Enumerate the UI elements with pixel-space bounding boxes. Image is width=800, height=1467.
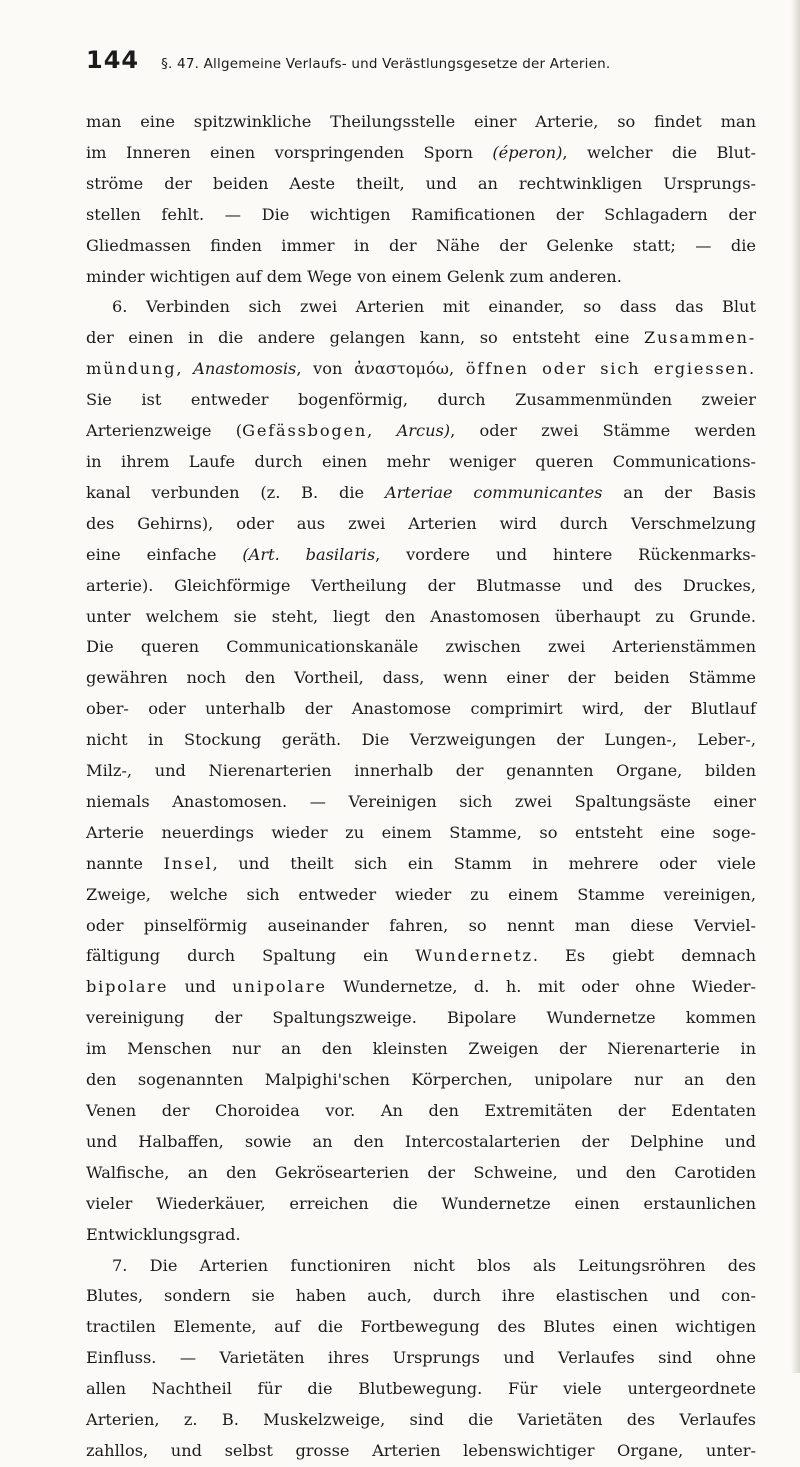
text-segment: minder wichtigen auf dem Wege von einem Gelenk zum anderen. bbox=[86, 266, 622, 286]
text-line bbox=[86, 1065, 756, 1096]
text-line bbox=[86, 169, 756, 200]
text-line bbox=[86, 1003, 756, 1034]
text-segment: den sogenannten Malpighi'schen Körperchen, unipolare nur an den bbox=[86, 1070, 756, 1090]
text-line bbox=[86, 1312, 756, 1343]
text-segment: fältigung durch Spaltung ein bbox=[86, 946, 416, 966]
text-segment: und bbox=[168, 977, 233, 997]
text-segment: gewähren noch den Vortheil, dass, wenn einer der beiden Stämme bbox=[86, 668, 756, 688]
text-segment: , bbox=[176, 359, 194, 379]
running-head: §. 47. Allgemeine Verlaufs- und Verästlungsgesetze der Arterien. bbox=[161, 56, 611, 72]
text-segment: ströme der beiden Aeste theilt, und an rechtwinkligen Ursprungs- bbox=[86, 173, 756, 193]
text-line bbox=[86, 632, 756, 663]
text-segment: und Halbaffen, sowie an den Intercostalarterien der Delphine und bbox=[86, 1131, 756, 1151]
spaced-term: Zusammen- bbox=[643, 328, 756, 348]
text-line bbox=[86, 1034, 756, 1065]
text-line bbox=[86, 1251, 756, 1282]
text-line bbox=[86, 1096, 756, 1127]
text-segment: Zweige, welche sich entweder wieder zu einem Stamme vereinigen, bbox=[86, 884, 756, 904]
text-line bbox=[86, 1281, 756, 1312]
text-segment: tractilen Elemente, auf die Fortbewegung des Blutes einen wichtigen bbox=[86, 1317, 756, 1337]
italic-term: Arcus) bbox=[396, 421, 451, 441]
text-line bbox=[86, 602, 756, 633]
text-segment: allen Nachtheil für die Blutbewegung. Für viele untergeordnete bbox=[86, 1379, 756, 1399]
text-line bbox=[86, 447, 756, 478]
text-segment: Die queren Communicationskanäle zwischen zwei Arterienstämmen bbox=[86, 637, 756, 657]
text-line bbox=[86, 262, 756, 293]
text-line bbox=[86, 1220, 756, 1251]
text-line bbox=[86, 756, 756, 787]
text-line bbox=[86, 880, 756, 911]
text-line bbox=[86, 354, 756, 385]
page-number: 144 bbox=[86, 46, 140, 74]
text-line bbox=[86, 694, 756, 725]
page-edge-shadow bbox=[791, 0, 800, 1373]
text-line bbox=[86, 1405, 756, 1436]
text-line bbox=[86, 385, 756, 416]
spaced-term: öffnen oder sich ergiessen. bbox=[465, 359, 756, 379]
text-segment: zahllos, und selbst grosse Arterien lebenswichtiger Organe, unter- bbox=[86, 1440, 756, 1460]
text-line bbox=[86, 818, 756, 849]
text-line bbox=[86, 323, 756, 354]
spaced-term: Wundernetz bbox=[415, 946, 533, 966]
text-line bbox=[86, 1374, 756, 1405]
text-segment: , welcher die Blut- bbox=[562, 142, 756, 162]
text-line bbox=[86, 200, 756, 231]
italic-term: (Art. basilaris bbox=[242, 544, 376, 564]
text-line bbox=[86, 911, 756, 942]
text-segment: im Menschen nur an den kleinsten Zweigen der Nierenarterie in bbox=[86, 1039, 756, 1059]
text-segment: niemals Anastomosen. — Vereinigen sich zwei Spaltungsäste einer bbox=[86, 791, 756, 811]
text-segment: vereinigung der Spaltungszweige. Bipolare Wundernetze kommen bbox=[86, 1008, 756, 1028]
text-segment: kanal verbunden (z. B. die bbox=[86, 482, 385, 502]
text-segment: der einen in die andere gelangen kann, so entsteht eine bbox=[86, 328, 644, 348]
text-line bbox=[86, 849, 756, 880]
text-line bbox=[86, 416, 756, 447]
text-line bbox=[86, 663, 756, 694]
spaced-term: unipolare bbox=[232, 977, 327, 997]
text-segment: unter welchem sie steht, liegt den Anastomosen überhaupt zu Grunde. bbox=[86, 606, 756, 626]
text-line bbox=[86, 509, 756, 540]
text-segment: , bbox=[367, 421, 397, 441]
spaced-term: mündung bbox=[86, 359, 177, 379]
text-line bbox=[86, 725, 756, 756]
text-segment: arterie). Gleichförmige Vertheilung der Blutmasse und des Druckes, bbox=[86, 575, 756, 595]
text-segment: nicht in Stockung geräth. Die Verzweigungen der Lungen-, Leber-, bbox=[86, 730, 756, 750]
text-segment: , oder zwei Stämme werden bbox=[450, 421, 756, 441]
text-segment: in ihrem Laufe durch einen mehr weniger queren Communications- bbox=[86, 451, 756, 471]
text-line bbox=[86, 1127, 756, 1158]
text-line bbox=[86, 292, 756, 323]
text-segment: . Es giebt demnach bbox=[532, 946, 756, 966]
text-line bbox=[86, 1158, 756, 1189]
text-segment: , von ἀναστομόω, bbox=[296, 359, 466, 379]
text-line bbox=[86, 787, 756, 818]
text-segment: vieler Wiederkäuer, erreichen die Wundernetze einen erstaunlichen bbox=[86, 1193, 756, 1213]
italic-term: (éperon) bbox=[492, 142, 563, 162]
text-line bbox=[86, 107, 756, 138]
text-segment: eine einfache bbox=[86, 544, 243, 564]
text-segment: Einfluss. — Varietäten ihres Ursprungs und Verlaufes sind ohne bbox=[86, 1348, 756, 1368]
text-segment: Arterienzweige ( bbox=[86, 421, 243, 441]
text-segment: Milz-, und Nierenarterien innerhalb der genannten Organe, bilden bbox=[86, 761, 756, 781]
text-segment: im Inneren einen vorspringenden Sporn bbox=[86, 142, 493, 162]
text-line bbox=[86, 1436, 756, 1467]
text-segment: Blutes, sondern sie haben auch, durch ihre elastischen und con- bbox=[86, 1286, 756, 1306]
italic-term: Anastomosis bbox=[193, 359, 297, 379]
text-segment: man eine spitzwinkliche Theilungsstelle einer Arterie, so findet man bbox=[86, 112, 756, 131]
text-segment: Gliedmassen finden immer in der Nähe der Gelenke statt; — die bbox=[86, 235, 756, 255]
text-line bbox=[86, 231, 756, 262]
spaced-term: Insel bbox=[163, 853, 213, 873]
text-segment: oder pinselförmig auseinander fahren, so nennt man diese Verviel- bbox=[86, 915, 756, 935]
spaced-term: Gefässbogen bbox=[242, 421, 368, 441]
text-line bbox=[86, 540, 756, 571]
text-segment: Entwicklungsgrad. bbox=[86, 1224, 241, 1244]
text-segment: 7. Die Arterien functioniren nicht blos als Leitungsröhren des bbox=[112, 1255, 756, 1275]
text-line bbox=[86, 972, 756, 1003]
text-line bbox=[86, 1189, 756, 1220]
text-segment: nannte bbox=[86, 853, 164, 873]
text-segment: Venen der Choroidea vor. An den Extremitäten der Edentaten bbox=[86, 1101, 756, 1120]
text-segment: Sie ist entweder bogenförmig, durch Zusammenmünden zweier bbox=[86, 390, 756, 410]
page-header bbox=[86, 46, 766, 80]
text-line bbox=[86, 138, 756, 169]
text-segment: , und theilt sich ein Stamm in mehrere oder viele bbox=[212, 853, 756, 873]
text-segment: Arterien, z. B. Muskelzweige, sind die Varietäten des Verlaufes bbox=[86, 1410, 756, 1430]
text-segment: Walfische, an den Gekrösearterien der Schweine, und den Carotiden bbox=[86, 1162, 756, 1182]
text-segment: , vordere und hintere Rückenmarks- bbox=[375, 544, 757, 564]
text-segment: Wundernetze, d. h. mit oder ohne Wieder- bbox=[326, 977, 756, 997]
body-text bbox=[86, 107, 756, 1467]
text-segment: ober- oder unterhalb der Anastomose comprimirt wird, der Blutlauf bbox=[86, 699, 756, 719]
text-line bbox=[86, 478, 756, 509]
text-line bbox=[86, 941, 756, 972]
text-segment: 6. Verbinden sich zwei Arterien mit einander, so dass das Blut bbox=[112, 297, 756, 317]
text-segment: stellen fehlt. — Die wichtigen Ramificationen der Schlagadern der bbox=[86, 204, 756, 224]
text-line bbox=[86, 1343, 756, 1374]
text-line bbox=[86, 571, 756, 602]
text-segment: an der Basis bbox=[602, 482, 756, 502]
text-segment: des Gehirns), oder aus zwei Arterien wird durch Verschmelzung bbox=[86, 513, 756, 533]
text-segment: Arterie neuerdings wieder zu einem Stamme, so entsteht eine soge- bbox=[86, 822, 756, 842]
spaced-term: bipolare bbox=[86, 977, 169, 997]
italic-term: Arteriae communicantes bbox=[384, 482, 603, 502]
